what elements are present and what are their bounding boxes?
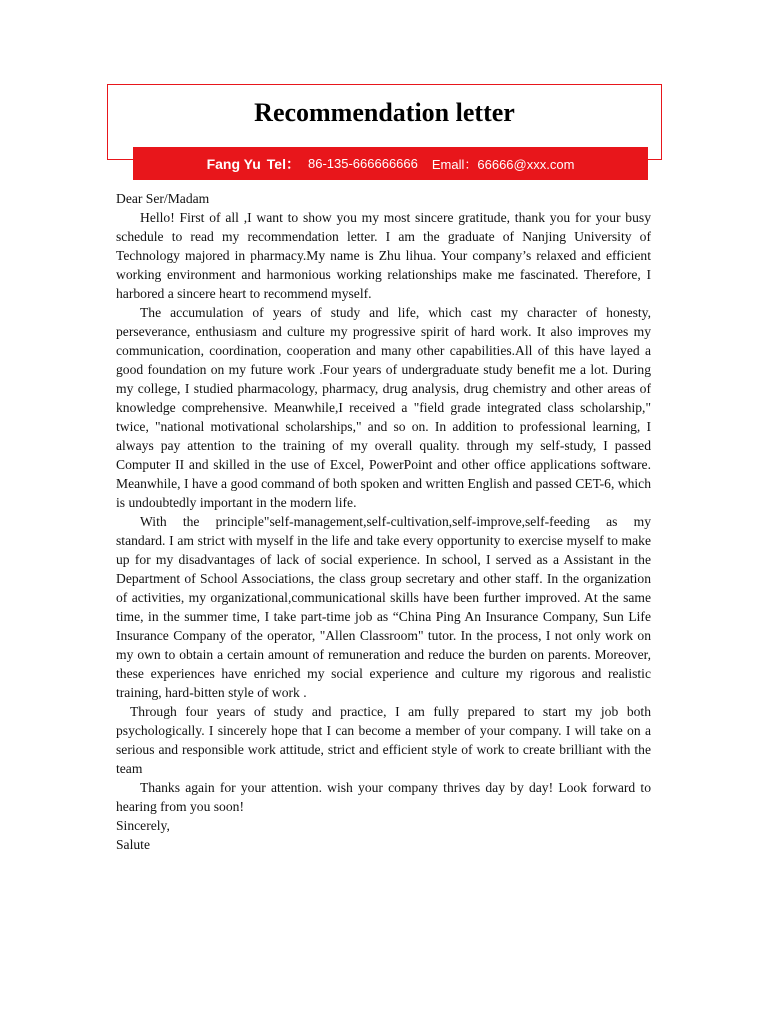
page-title: Recommendation letter — [254, 98, 515, 127]
tel-label: Tel： — [266, 155, 300, 172]
paragraph-experience: With the principle"self-management,self-cultivation,self-improve,self-feeding as my standard. I am strict with myself in the life and take every opportunity to exercise myself to make up for my disadvantages of lack of social experience. In school, I served as a Assistant in the Department of School Associations, the class group secretary and other staff. In the organization of activities, my organizational,communicational skills have been further improved. At the same time, in the summer time, I take part-time job as “China Ping An Insurance Company, Sun Life Insurance Company of the operator, "Allen Classroom" tutor. In the process, I not only work on my own to obtain a certain amount of remuneration and reduce the burden on parents. Moreover, these experiences have enriched my social experience and culture my rigorous and realistic training, hard-bitten style of work . — [116, 514, 651, 700]
paragraph-readiness: Through four years of study and practice, I am fully prepared to start my job both psychologically. I sincerely hope that I can become a member of your company. I will take on a serious and responsible work attitude, strict and efficient style of work to create brilliant with the team — [116, 704, 651, 776]
contact-name: Fang Yu — [206, 155, 261, 172]
paragraph-greeting: Hello! First of all ,I want to show you my most sincere gratitude, thank you for your busy schedule to read my recommendation letter. I am the graduate of Nanjing University of Technology majored in pharmacy.My name is Zhu lihua. Your company’s relaxed and efficient working environment and harmonious working relationships make me fascinated. Therefore, I harbored a sincere heart to recommend myself. — [116, 210, 651, 301]
paragraph-character: The accumulation of years of study and life, which cast my character of honesty, perseverance, enthusiasm and culture my progressive spirit of hard work. It also improves my communication, coordination, cooperation and many other capabilities.All of this have layed a good foundation on my future work .Four years of undergraduate study benefit me a lot. During my college, I studied pharmacology, pharmacy, drug analysis, drug chemistry and other areas of knowledge comprehensive. Meanwhile,I received a "field grade integrated class scholarship," twice, "national motivational scholarships," and so on. In addition to professional learning, I always pay attention to the training of my overall quality. through my self-study, I passed Computer II and skilled in the use of Excel, PowerPoint and other office applications software. Meanwhile, I have a good command of both spoken and written English and passed CET-6, which is undoubtedly important in the modern life. — [116, 305, 651, 510]
tel-value: 86-135-666666666 — [307, 156, 418, 171]
paragraph-thanks: Thanks again for your attention. wish your company thrives day by day! Look forward to hearing from you soon! — [116, 780, 651, 814]
contact-bar — [133, 147, 648, 180]
salutation: Dear Ser/Madam — [116, 191, 210, 206]
letter-body — [116, 189, 651, 854]
email-text: Emall：66666@xxx.com — [431, 157, 575, 172]
closing: Sincerely, — [116, 818, 170, 833]
signature: Salute — [116, 837, 150, 852]
